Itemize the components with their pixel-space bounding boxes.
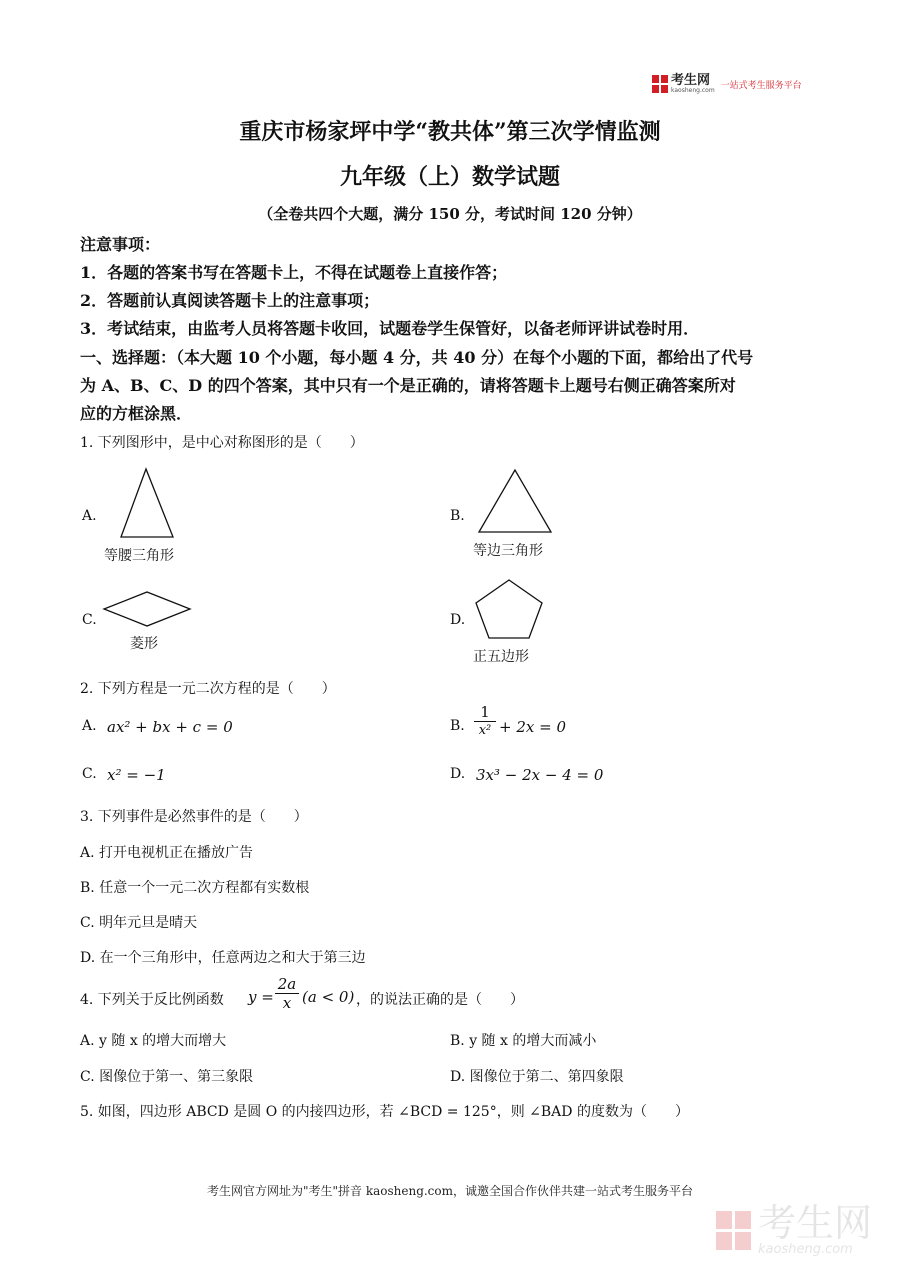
note-item: 3．考试结束，由监考人员将答题卡收回，试题卷学生保管好，以备老师评讲试卷时用． — [80, 319, 700, 338]
fraction-numerator: 2a — [277, 975, 297, 993]
q4-function-condition: (a < 0) — [302, 988, 355, 1006]
logo-slogan: 一站式考生服务平台 — [720, 80, 802, 91]
note-item: 2．答题前认真阅读答题卡上的注意事项； — [80, 291, 380, 310]
q1-option-caption: 正五边形 — [473, 649, 529, 665]
note-item: 1．各题的答案书写在答题卡上，不得在试题卷上直接作答； — [80, 263, 508, 282]
fraction-bar — [474, 721, 496, 722]
section-heading-line: 应的方框涂黑． — [80, 404, 193, 423]
watermark-logo-icon — [716, 1211, 752, 1251]
kaosheng-logo-icon — [652, 75, 668, 93]
q5-stem: 5. 如图，四边形 ABCD 是圆 O 的内接四边形，若 ∠BCD = 125°，则 ∠BAD 的度数为（ ） — [80, 1104, 689, 1120]
q1-option-caption: 菱形 — [130, 636, 158, 652]
q1-option-letter: A. — [82, 508, 97, 524]
q1-option-letter: D. — [450, 612, 466, 628]
logo-domain: kaosheng.com — [671, 86, 715, 94]
q3-option: A. 打开电视机正在播放广告 — [80, 845, 254, 861]
watermark — [716, 1201, 873, 1257]
watermark-text — [758, 1201, 873, 1257]
q4-function-lhs: y = — [248, 988, 274, 1006]
regular-pentagon-figure — [472, 577, 546, 641]
q1-stem: 1. 下列图形中，是中心对称图形的是（ ） — [80, 435, 364, 451]
q2-stem: 2. 下列方程是一元二次方程的是（ ） — [80, 681, 336, 697]
equilateral-triangle-figure — [475, 467, 555, 535]
q3-option: C. 明年元旦是晴天 — [80, 915, 198, 931]
header-logo — [652, 74, 802, 94]
exam-subject: 九年级（上）数学试题 — [339, 164, 560, 190]
q1-option-caption: 等边三角形 — [473, 543, 543, 559]
q2-option-d-expression: 3x³ − 2x − 4 = 0 — [476, 766, 604, 784]
q4-option: C. 图像位于第一、第三象限 — [80, 1069, 254, 1085]
watermark-name: 考生网 — [758, 1201, 873, 1245]
rhombus-figure — [102, 590, 192, 630]
fraction-denominator: x — [282, 994, 292, 1012]
q1-option-caption: 等腰三角形 — [104, 548, 174, 564]
q1-option-letter: B. — [450, 508, 465, 524]
logo-text — [671, 72, 715, 94]
section-heading-line: 一、选择题：（本大题 10 个小题，每小题 4 分，共 40 分）在每个小题的下面，都给出了代号 — [80, 348, 754, 367]
q4-option: B. y 随 x 的增大而减小 — [450, 1033, 597, 1049]
q3-option: D. 在一个三角形中，任意两边之和大于第三边 — [80, 950, 366, 966]
q2-option-letter: D. — [450, 766, 466, 782]
q4-stem-before: 4. 下列关于反比例函数 — [80, 992, 224, 1008]
q2-option-b-rest: + 2x = 0 — [499, 718, 566, 736]
q2-option-letter: A. — [82, 718, 97, 734]
exam-info: （全卷共四个大题，满分 150 分，考试时间 120 分钟） — [258, 205, 642, 223]
q2-option-letter: B. — [450, 718, 465, 734]
q2-option-b-fraction — [474, 704, 496, 739]
q4-stem-after: ，的说法正确的是（ ） — [356, 992, 524, 1008]
section-heading-line: 为 A、B、C、D 的四个答案，其中只有一个是正确的，请将答题卡上题号右侧正确答案所对 — [80, 376, 736, 395]
fraction-numerator: 1 — [480, 703, 490, 721]
footer-text: 考生网官方网址为"考生"拼音 kaosheng.com，诚邀全国合作伙伴共建一站式考生服务平台 — [206, 1184, 694, 1198]
logo-name: 考生网 — [671, 72, 711, 88]
isosceles-triangle-figure — [115, 467, 177, 539]
q4-function-fraction — [275, 975, 299, 1012]
exam-title: 重庆市杨家坪中学“教共体”第三次学情监测 — [239, 119, 661, 145]
q4-option: A. y 随 x 的增大而增大 — [80, 1033, 227, 1049]
q3-stem: 3. 下列事件是必然事件的是（ ） — [80, 809, 308, 825]
q2-option-a-expression: ax² + bx + c = 0 — [107, 718, 233, 736]
q4-option: D. 图像位于第二、第四象限 — [450, 1069, 624, 1085]
q1-option-letter: C. — [82, 612, 97, 628]
q2-option-c-expression: x² = −1 — [107, 766, 166, 784]
watermark-domain: kaosheng.com — [758, 1242, 853, 1257]
q3-option: B. 任意一个一元二次方程都有实数根 — [80, 880, 310, 896]
fraction-denominator: x² — [478, 723, 492, 738]
notes-heading: 注意事项： — [80, 235, 161, 254]
q2-option-letter: C. — [82, 766, 97, 782]
